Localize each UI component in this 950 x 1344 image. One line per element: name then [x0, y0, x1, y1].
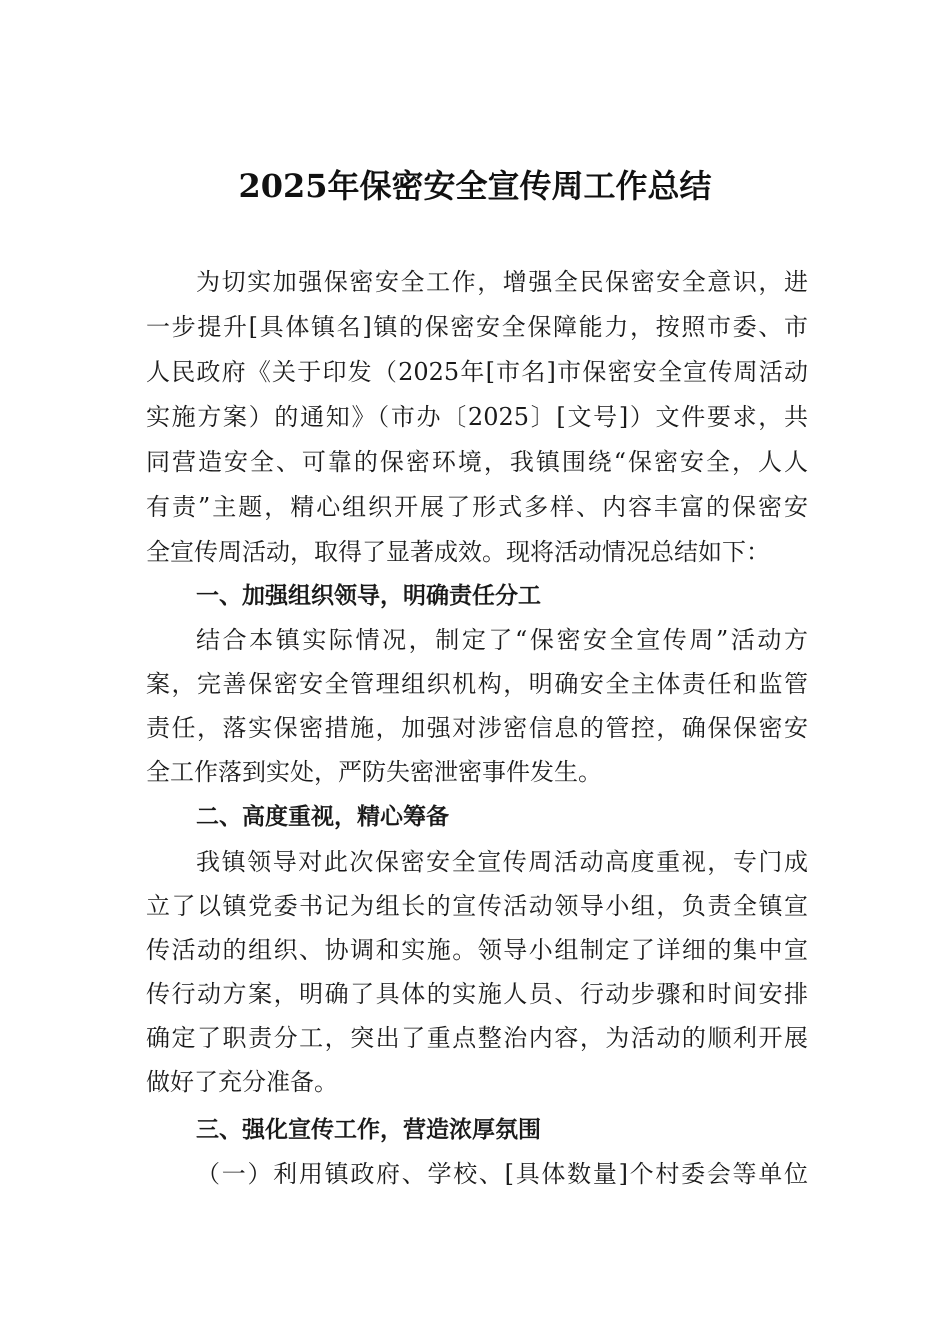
section-heading-2: 二、高度重视，精心筹备: [196, 804, 449, 830]
document-title: 2025年保密安全宣传周工作总结: [238, 167, 712, 205]
section2-line: 传行动方案，明确了具体的实施人员、行动步骤和时间安排: [146, 980, 808, 1008]
section1-line: 全工作落到实处，严防失密泄密事件发生。: [146, 758, 602, 786]
section2-line: 做好了充分准备。: [146, 1068, 338, 1096]
section2-line: 立了以镇党委书记为组长的宣传活动领导小组，负责全镇宣: [146, 892, 808, 920]
section3-sub-line: （一）利用镇政府、学校、[具体数量]个村委会等单位: [196, 1160, 808, 1188]
intro-line: 为切实加强保密安全工作，增强全民保密安全意识，进: [196, 268, 808, 296]
section-heading-3: 三、强化宣传工作，营造浓厚氛围: [196, 1117, 541, 1143]
intro-line: 全宣传周活动，取得了显著成效。现将活动情况总结如下：: [146, 538, 770, 566]
section2-line: 确定了职责分工，突出了重点整治内容，为活动的顺利开展: [146, 1024, 808, 1052]
section2-line: 传活动的组织、协调和实施。领导小组制定了详细的集中宣: [146, 936, 808, 964]
intro-line: 有责”主题，精心组织开展了形式多样、内容丰富的保密安: [146, 493, 808, 521]
section2-line: 我镇领导对此次保密安全宣传周活动高度重视，专门成: [196, 848, 808, 876]
section1-line: 案，完善保密安全管理组织机构，明确安全主体责任和监管: [146, 670, 808, 698]
section1-line: 责任，落实保密措施，加强对涉密信息的管控，确保保密安: [146, 714, 808, 742]
intro-line: 一步提升[具体镇名]镇的保密安全保障能力，按照市委、市: [146, 313, 808, 341]
intro-line: 同营造安全、可靠的保密环境，我镇围绕“保密安全，人人: [146, 448, 808, 476]
section-heading-1: 一、加强组织领导，明确责任分工: [196, 583, 541, 609]
intro-line: 实施方案）的通知》（市办〔2025〕[文号]）文件要求，共: [146, 403, 808, 431]
section1-line: 结合本镇实际情况，制定了“保密安全宣传周”活动方: [196, 626, 808, 654]
intro-line: 人民政府《关于印发（2025年[市名]市保密安全宣传周活动: [146, 358, 808, 386]
